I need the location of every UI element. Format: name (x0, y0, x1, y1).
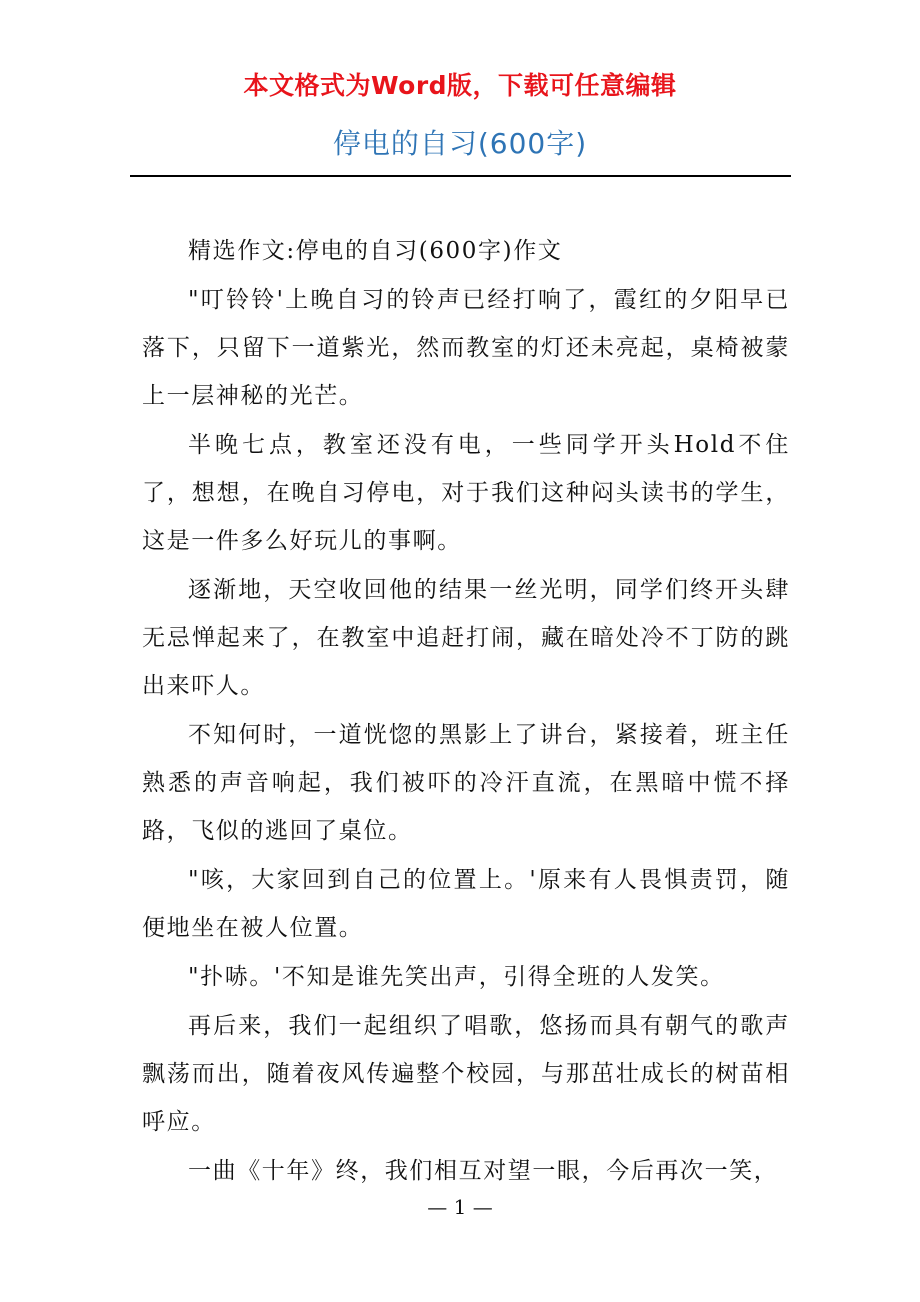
paragraph: 不知何时，一道恍惚的黑影上了讲台，紧接着，班主任熟悉的声音响起，我们被吓的冷汗直流，在黑暗中慌不择路，飞似的逃回了桌位。 (142, 722, 790, 844)
paragraph: 再后来，我们一起组织了唱歌，悠扬而具有朝气的歌声飘荡而出，随着夜风传遍整个校园，与那茁壮成长的树苗相呼应。 (142, 1013, 790, 1135)
download-banner: 本文格式为Word版，下载可任意编辑 (243, 71, 677, 100)
paragraph: 逐渐地，天空收回他的结果一丝光明，同学们终开头肆无忌惮起来了，在教室中追赶打闹，藏在暗处冷不丁防的跳出来吓人。 (142, 577, 790, 699)
document-title: 停电的自习(600字) (332, 127, 588, 160)
paragraph: "叮铃铃'上晚自习的铃声已经打响了，霞红的夕阳早已落下，只留下一道紫光，然而教室的灯还未亮起，桌椅被蒙上一层神秘的光芒。 (142, 287, 790, 409)
essay-body (142, 227, 790, 1196)
page-number: — 1 — (427, 1195, 493, 1219)
paragraph: "咳，大家回到自己的位置上。'原来有人畏惧责罚，随便地坐在被人位置。 (142, 867, 790, 941)
paragraph: 半晚七点，教室还没有电，一些同学开头Hold不住了，想想，在晚自习停电，对于我们这种闷头读书的学生，这是一件多么好玩儿的事啊。 (142, 432, 790, 554)
paragraph: "扑哧。'不知是谁先笑出声，引得全班的人发笑。 (188, 964, 725, 990)
paragraph-intro: 精选作文:停电的自习(600字)作文 (188, 238, 563, 264)
title-divider (130, 175, 791, 177)
paragraph: 一曲《十年》终，我们相互对望一眼，今后再次一笑， (188, 1158, 779, 1184)
